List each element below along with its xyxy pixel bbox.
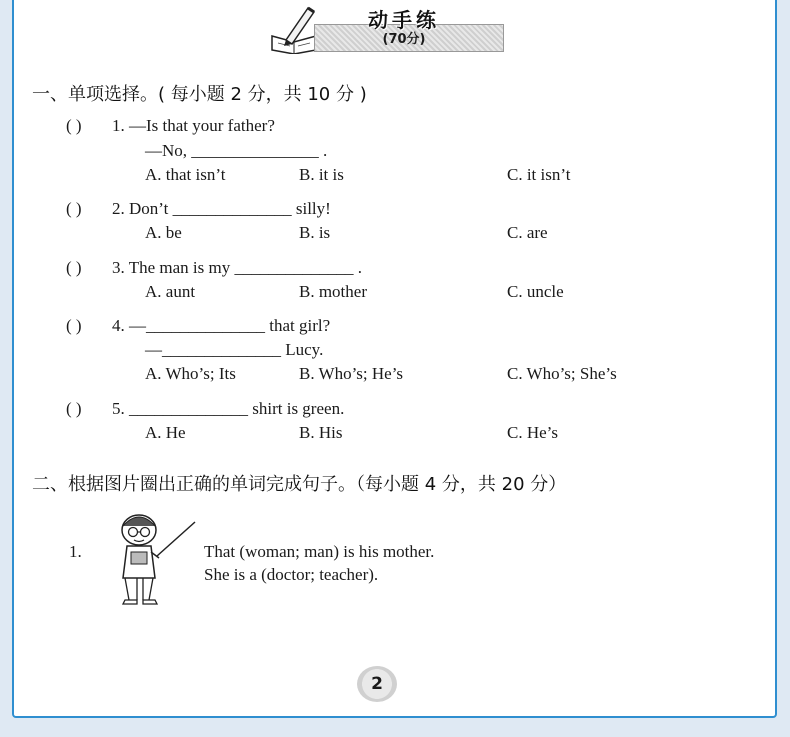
question-1-option-a[interactable]: A. that isn’t xyxy=(145,165,226,184)
section2-heading: 二、根据图片圈出正确的单词完成句子。（每小题 4 分，共 20 分） xyxy=(32,474,567,495)
question-5-option-a[interactable]: A. He xyxy=(145,423,186,442)
answer-blank-3[interactable]: ( ) xyxy=(66,258,82,277)
banner-score: (70分) xyxy=(382,32,426,47)
question-4-option-b[interactable]: B. Who’s; He’s xyxy=(299,364,404,383)
worksheet-page xyxy=(12,0,777,718)
picture-item-1-number: 1. xyxy=(69,542,82,561)
question-5-option-c[interactable]: C. He’s xyxy=(507,423,558,442)
question-4-stem-2: —______________ Lucy. xyxy=(145,340,324,359)
question-3-stem: 3. The man is my ______________ . xyxy=(112,258,362,277)
question-3-option-a[interactable]: A. aunt xyxy=(145,282,196,301)
question-3-option-b[interactable]: B. mother xyxy=(299,282,367,301)
question-2-option-b[interactable]: B. is xyxy=(299,223,331,242)
question-5-stem: 5. ______________ shirt is green. xyxy=(112,399,345,418)
picture-item-1-line-2: She is a (doctor; teacher). xyxy=(204,565,379,584)
question-2-option-c[interactable]: C. are xyxy=(507,223,548,242)
section1-heading: 一、单项选择。( 每小题 2 分，共 10 分 ) xyxy=(32,84,367,105)
question-1-stem-2: —No, _______________ . xyxy=(145,141,328,160)
question-4-option-c[interactable]: C. Who’s; She’s xyxy=(507,364,617,383)
section-banner xyxy=(264,2,504,54)
question-4-stem: 4. —______________ that girl? xyxy=(112,316,331,335)
answer-blank-4[interactable]: ( ) xyxy=(66,316,82,335)
question-3-option-c[interactable]: C. uncle xyxy=(507,282,564,301)
picture-item-1-line-1: That (woman; man) is his mother. xyxy=(204,542,435,561)
question-1-stem: 1. —Is that your father? xyxy=(112,116,275,135)
question-4-option-a[interactable]: A. Who’s; Its xyxy=(145,364,236,383)
answer-blank-5[interactable]: ( ) xyxy=(66,399,82,418)
page-number: 2 xyxy=(357,666,397,702)
question-1-option-b[interactable]: B. it is xyxy=(299,165,344,184)
teacher-pointer-illustration xyxy=(109,508,204,608)
question-2-option-a[interactable]: A. be xyxy=(145,223,182,242)
answer-blank-2[interactable]: ( ) xyxy=(66,199,82,218)
banner-title: 动手练 xyxy=(368,8,440,32)
answer-blank-1[interactable]: ( ) xyxy=(66,116,82,135)
question-2-stem: 2. Don’t ______________ silly! xyxy=(112,199,331,218)
question-1-option-c[interactable]: C. it isn’t xyxy=(507,165,571,184)
question-5-option-b[interactable]: B. His xyxy=(299,423,343,442)
